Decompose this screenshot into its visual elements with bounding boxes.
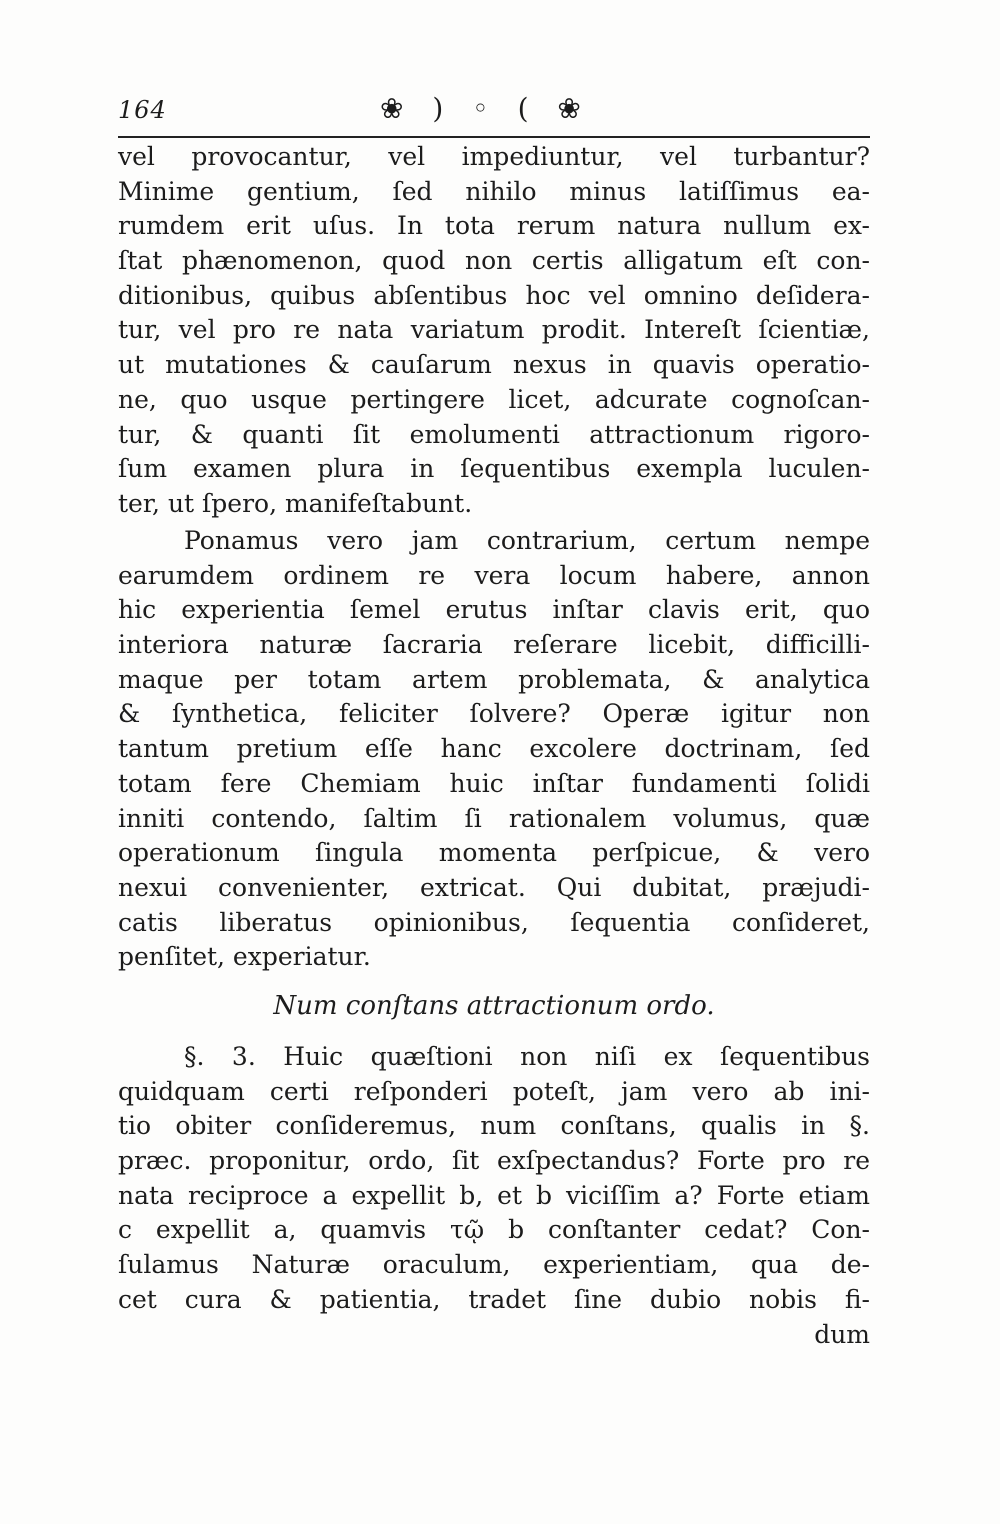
text-line: præc. proponitur, ordo, ſit exſpectandus? Forte pro re (118, 1146, 870, 1176)
text-line: operationum ſingula momenta perſpicue, & vero (118, 838, 870, 868)
text-line: ditionibus, quibus abſentibus hoc vel omnino deſidera- (118, 280, 870, 310)
text-line: tur, & quanti ſit emolumenti attractionum rigoro- (118, 419, 870, 449)
text-line: tio obiter conſideremus, num conſtans, qualis in §. (118, 1111, 870, 1141)
header-ornament-icon: ❀ ) ◦ ( ❀ (380, 92, 591, 125)
catchword: dum (814, 1319, 870, 1349)
text-line: nexui convenienter, extricat. Qui dubitat, præjudi- (118, 872, 870, 902)
section-heading: Num conſtans attractionum ordo. (273, 991, 715, 1021)
text-line: ter, ut ſpero, manifeſtabunt. (118, 488, 473, 518)
header-rule (118, 136, 870, 138)
text-line: c expellit a, quamvis τῷ b conſtanter cedat? Con- (118, 1215, 870, 1245)
text-line: ſulamus Naturæ oraculum, experientiam, qua de- (118, 1250, 870, 1280)
text-line: tur, vel pro re nata variatum prodit. Intereſt ſcientiæ, (118, 315, 870, 345)
text-line: §. 3. Huic quæſtioni non niſi ex ſequentibus (184, 1042, 870, 1071)
text-line: tantum pretium eſſe hanc excolere doctrinam, ſed (118, 734, 870, 764)
paragraph-3 (118, 1040, 870, 1352)
text-line: totam fere Chemiam huic inſtar fundamenti ſolidi (118, 768, 870, 798)
text-line: rumdem erit uſus. In tota rerum natura nullum ex- (118, 211, 870, 241)
text-line: vel provocantur, vel impediuntur, vel turbantur? (118, 142, 870, 171)
page-number: 164 (118, 96, 167, 124)
text-line: ſtat phænomenon, quod non certis alligatum eſt con- (118, 246, 870, 276)
text-line: ut mutationes & cauſarum nexus in quavis operatio- (118, 350, 870, 380)
text-line: quidquam certi reſponderi poteſt, jam vero ab ini- (118, 1076, 870, 1106)
text-line: cet cura & patientia, tradet ſine dubio nobis fi- (118, 1284, 870, 1314)
text-line: earumdem ordinem re vera locum habere, annon (118, 560, 870, 590)
paragraph-2 (118, 524, 870, 975)
paragraph-1 (118, 140, 870, 522)
text-line: maque per totam artem problemata, & analytica (118, 664, 870, 694)
page-header (118, 92, 870, 132)
text-line: Ponamus vero jam contrarium, certum nempe (184, 526, 870, 555)
text-line: hic experientia ſemel erutus inſtar clavis erit, quo (118, 595, 870, 625)
text-line: inniti contendo, ſaltim ſi rationalem volumus, quæ (118, 803, 870, 833)
text-line: ſum examen plura in ſequentibus exempla luculen- (118, 454, 870, 484)
text-line: penſitet, experiatur. (118, 942, 371, 972)
text-line: ne, quo usque pertingere licet, adcurate cognoſcan- (118, 384, 870, 414)
text-line: catis liberatus opinionibus, ſequentia conſideret, (118, 907, 870, 937)
text-line: nata reciproce a expellit b, et b viciſſim a? Forte etiam (118, 1180, 870, 1210)
text-line: interiora naturæ ſacraria reſerare licebit, difficilli- (118, 630, 870, 660)
text-line: Minime gentium, ſed nihilo minus latiſſimus ea- (118, 176, 870, 206)
text-line: & ſynthetica, feliciter ſolvere? Operæ igitur non (118, 699, 870, 729)
